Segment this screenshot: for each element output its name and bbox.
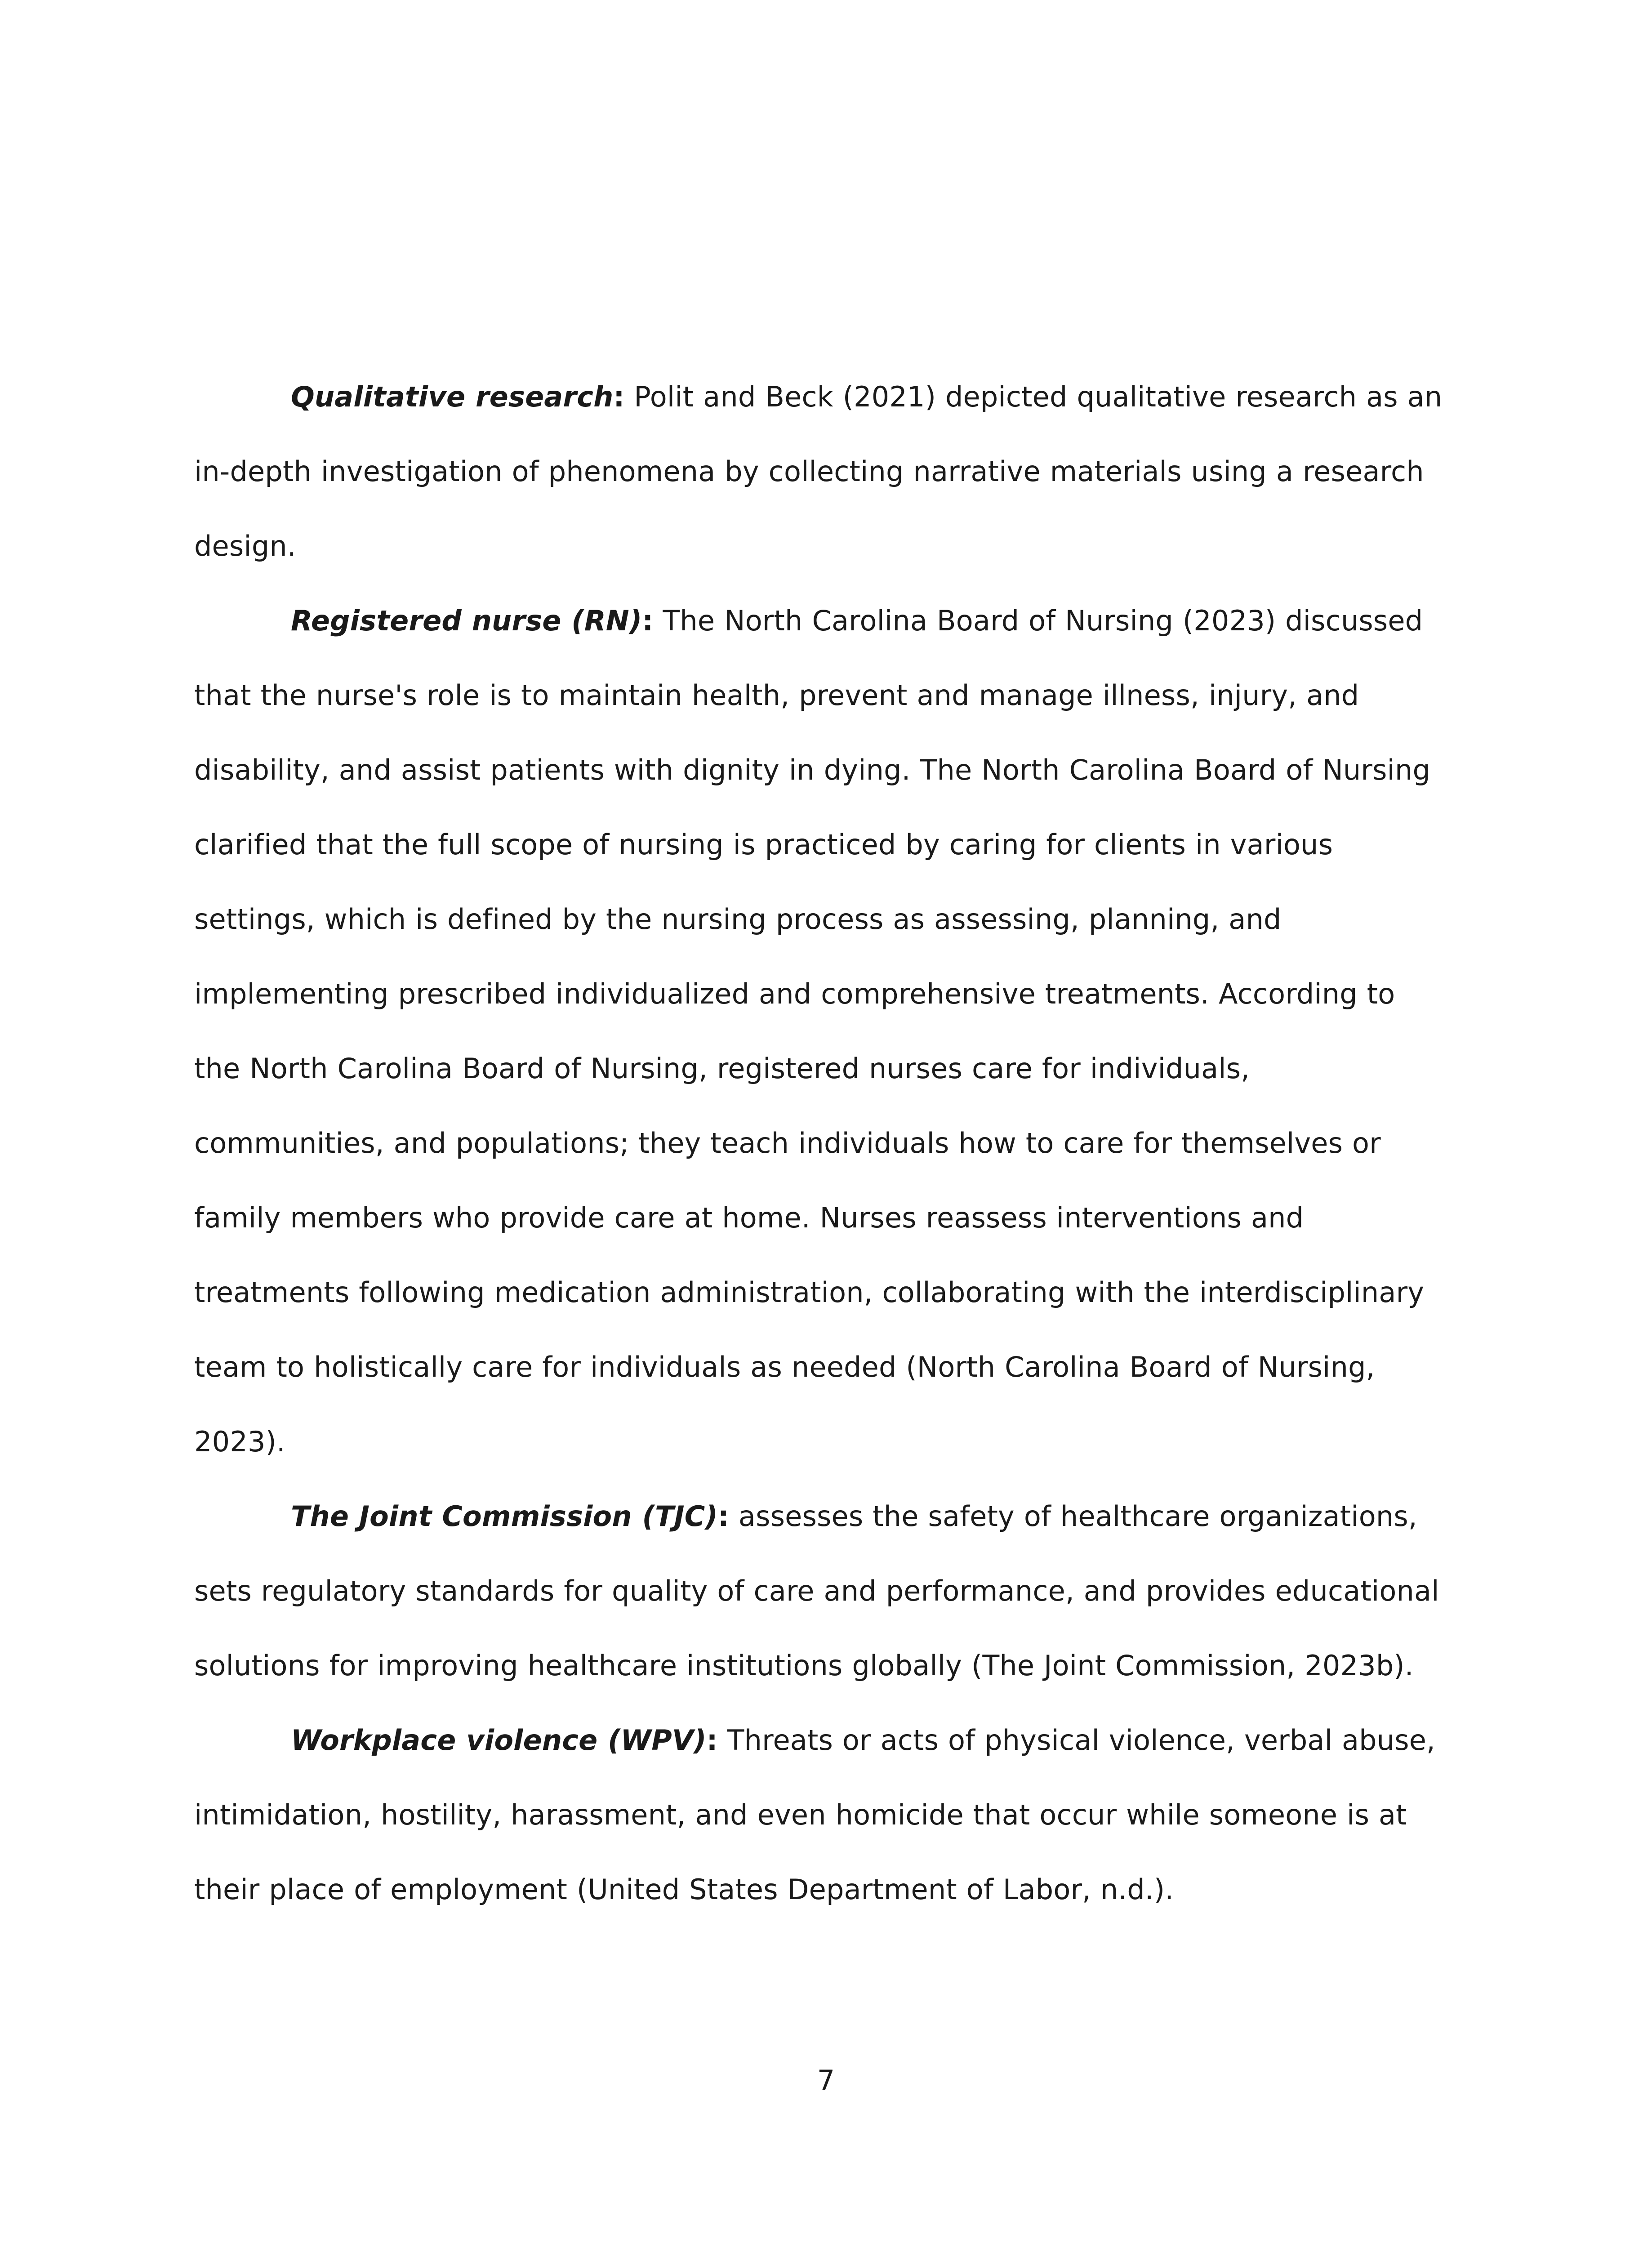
definition-registered-nurse [194, 584, 1448, 1479]
page-number: 7 [817, 2064, 835, 2097]
definition-separator: : [706, 1724, 718, 1757]
definition-text: Polit and Beck (2021) depicted qualitative research as an in-depth investigation of phenomena by collecting narrative materials using a research design. [194, 380, 1443, 562]
definition-separator: : [613, 380, 625, 413]
definition-term: Registered nurse (RN) [291, 604, 642, 637]
definitions-section [194, 360, 1448, 1927]
definition-text: Threats or acts of physical violence, verbal abuse, intimidation, hostility, harassment, and even homicide that occur while someone is at their place of employment (United States Department of Labor, n.d.). [194, 1724, 1435, 1906]
definition-qualitative-research [194, 360, 1448, 584]
definition-joint-commission [194, 1479, 1448, 1703]
definition-term: The Joint Commission (TJC) [291, 1500, 718, 1533]
definition-term: Workplace violence (WPV) [291, 1724, 707, 1757]
definition-term: Qualitative research [291, 380, 614, 413]
definition-separator: : [718, 1500, 730, 1533]
definition-text: The North Carolina Board of Nursing (2023) discussed that the nurse's role is to maintain health, prevent and manage illness, injury, and disability, and assist patients with dignity in dying. The North Carolina Board of Nursing clarified that the full scope of nursing is practiced by caring for clients in various settings, which is defined by the nursing process as assessing, planning, and implementing prescribed individualized and comprehensive treatments. According to the North Carolina Board of Nursing, registered nurses care for individuals, communities, and populations; they teach individuals how to care for themselves or family members who provide care at home. Nurses reassess interventions and treatments following medication administration, collaborating with the interdisciplinary team to holistically care for individuals as needed (North Carolina Board of Nursing, 2023). [194, 604, 1431, 1458]
definition-text: assesses the safety of healthcare organizations, sets regulatory standards for quality of care and performance, and provides educational solutions for improving healthcare institutions globally (The Joint Commission, 2023b). [194, 1500, 1439, 1682]
definition-separator: : [642, 604, 654, 637]
definition-workplace-violence [194, 1703, 1448, 1927]
